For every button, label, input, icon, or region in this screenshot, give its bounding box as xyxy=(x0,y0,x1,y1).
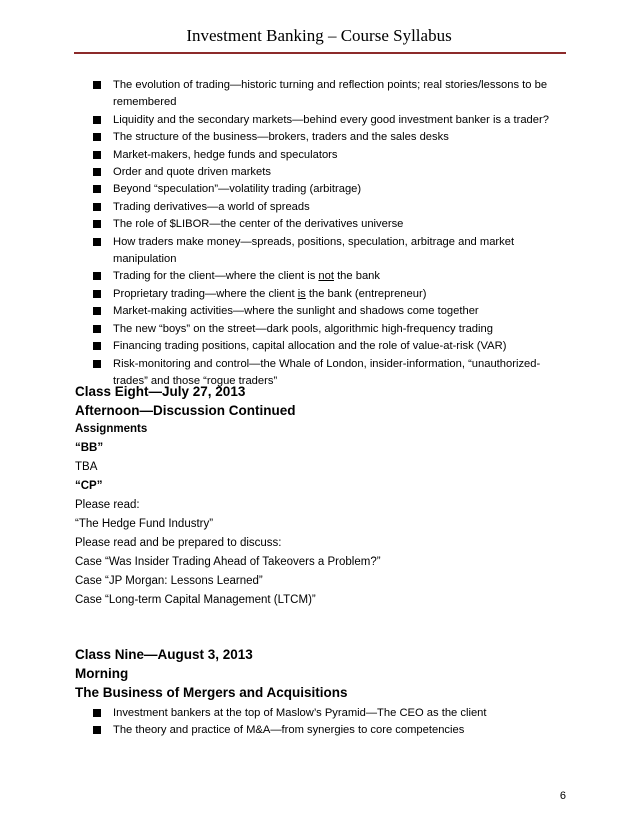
bullet-item xyxy=(93,234,573,269)
square-bullet-icon xyxy=(93,133,101,141)
bullet-text: Market-making activities—where the sunlight and shadows come together xyxy=(113,305,479,318)
square-bullet-icon xyxy=(93,220,101,228)
square-bullet-icon xyxy=(93,360,101,368)
bb-text: TBA xyxy=(75,461,98,473)
reading-title: “The Hedge Fund Industry” xyxy=(75,518,214,530)
please-read-text: Please read: xyxy=(75,499,140,511)
bullet-text: Beyond “speculation”—volatility trading (arbitrage) xyxy=(113,183,362,196)
bullet-text: Investment bankers at the top of Maslow’s Pyramid—The CEO as the client xyxy=(113,707,487,719)
square-bullet-icon xyxy=(93,290,101,298)
square-bullet-icon xyxy=(93,238,101,246)
bullet-item xyxy=(93,147,573,164)
bullet-text: Proprietary trading—where the client xyxy=(113,287,298,300)
bullet-text: The new “boys” on the street—dark pools, algorithmic high-frequency trading xyxy=(113,322,493,335)
bb-label: “BB” xyxy=(75,442,104,454)
class-nine-section xyxy=(75,645,575,702)
bullet-item xyxy=(93,268,573,285)
class-nine-title: Class Nine—August 3, 2013 xyxy=(75,647,253,662)
header-divider xyxy=(74,52,566,54)
bullet-text: Trading for the client—where the client is xyxy=(113,270,319,283)
bullet-item xyxy=(93,705,573,722)
trading-topics-list xyxy=(93,77,573,390)
bullet-text: Liquidity and the secondary markets—behind every good investment banker is a trader? xyxy=(113,113,549,126)
bullet-item xyxy=(93,303,573,320)
bullet-text: Order and quote driven markets xyxy=(113,166,271,179)
square-bullet-icon xyxy=(93,151,101,159)
bullet-text: the bank xyxy=(333,270,380,283)
bullet-item xyxy=(93,112,573,129)
square-bullet-icon xyxy=(93,116,101,124)
class-eight-subtitle: Afternoon—Discussion Continued xyxy=(75,403,296,418)
bullet-text: Risk-monitoring and control—the Whale of London, insider-information, “unauthorized-trades” and those “rogue traders” xyxy=(113,357,541,387)
bullet-item xyxy=(93,77,573,112)
bullet-text: the bank (entrepreneur) xyxy=(305,287,427,300)
square-bullet-icon xyxy=(93,168,101,176)
case-item: Case “JP Morgan: Lessons Learned” xyxy=(75,575,263,587)
bullet-item xyxy=(93,722,573,739)
case-item: Case “Was Insider Trading Ahead of Takeovers a Problem?” xyxy=(75,556,381,568)
bullet-item xyxy=(93,338,573,355)
ma-topics-list xyxy=(93,705,573,740)
underlined-text: not xyxy=(318,270,334,283)
square-bullet-icon xyxy=(93,325,101,333)
assignments-heading: Assignments xyxy=(75,423,148,435)
cp-label: “CP” xyxy=(75,480,103,492)
class-eight-section xyxy=(75,382,575,610)
bullet-item xyxy=(93,199,573,216)
underlined-text: is xyxy=(297,287,306,300)
bullet-item xyxy=(93,286,573,303)
bullet-text: How traders make money—spreads, positions, speculation, arbitrage and market manipulation xyxy=(113,235,515,266)
class-nine-topic: The Business of Mergers and Acquisitions xyxy=(75,685,348,700)
bullet-item xyxy=(93,181,573,198)
bullet-text: Market-makers, hedge funds and speculators xyxy=(113,148,338,161)
prepare-text: Please read and be prepared to discuss: xyxy=(75,537,282,549)
bullet-item xyxy=(93,216,573,233)
bullet-item xyxy=(93,321,573,338)
bullet-text: Trading derivatives—a world of spreads xyxy=(113,200,310,213)
square-bullet-icon xyxy=(93,342,101,350)
square-bullet-icon xyxy=(93,185,101,193)
bullet-text: The structure of the business—brokers, traders and the sales desks xyxy=(113,131,449,144)
bullet-text: Financing trading positions, capital allocation and the role of value-at-risk (VAR) xyxy=(113,340,507,353)
square-bullet-icon xyxy=(93,203,101,211)
page-header-title: Investment Banking – Course Syllabus xyxy=(186,26,452,45)
bullet-item xyxy=(93,164,573,181)
square-bullet-icon xyxy=(93,272,101,280)
bullet-item xyxy=(93,129,573,146)
square-bullet-icon xyxy=(93,709,101,717)
square-bullet-icon xyxy=(93,81,101,89)
bullet-text: The theory and practice of M&A—from synergies to core competencies xyxy=(113,724,465,737)
bullet-text: The evolution of trading—historic turning and reflection points; real stories/lessons to be remembered xyxy=(113,79,548,109)
page-number: 6 xyxy=(559,790,566,802)
square-bullet-icon xyxy=(93,726,101,734)
bullet-text: The role of $LIBOR—the center of the derivatives universe xyxy=(113,218,404,231)
class-eight-title: Class Eight—July 27, 2013 xyxy=(75,384,246,399)
case-item: Case “Long-term Capital Management (LTCM)” xyxy=(75,594,316,606)
class-nine-session: Morning xyxy=(75,666,129,681)
square-bullet-icon xyxy=(93,307,101,315)
